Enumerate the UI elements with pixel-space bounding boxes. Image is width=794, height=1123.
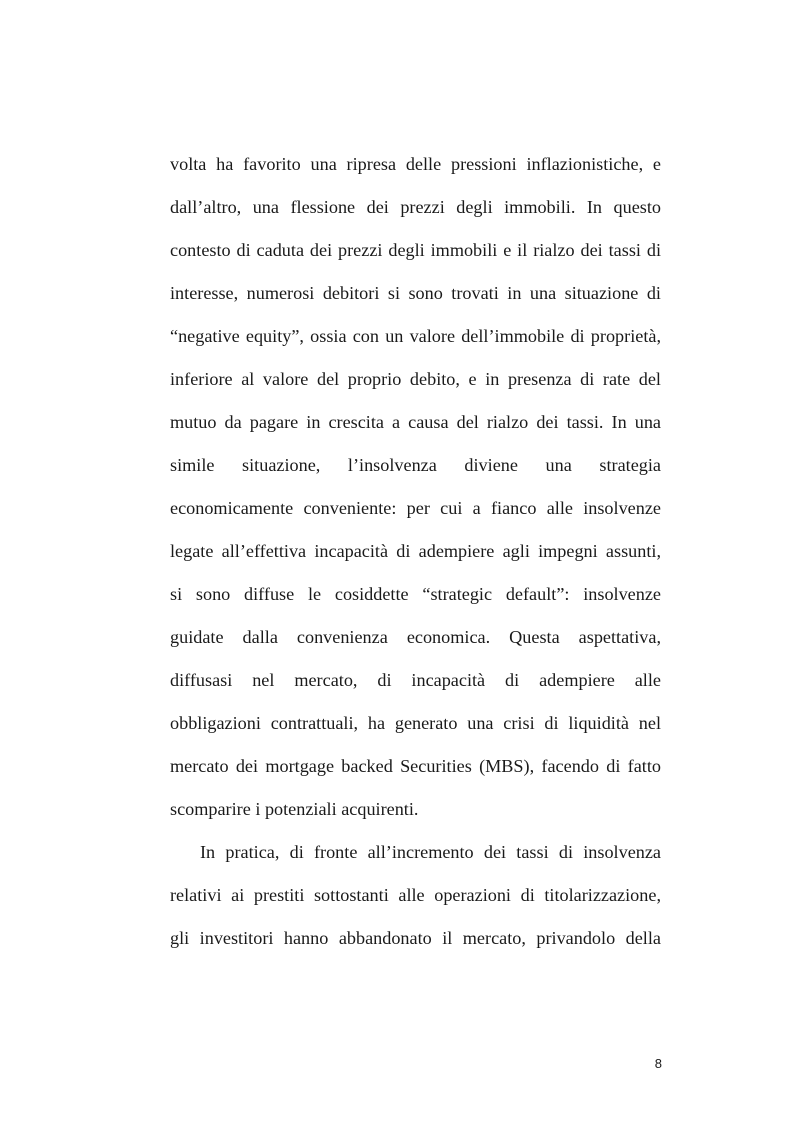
- text-line: economicamente conveniente: per cui a fianco alle insolvenze: [170, 498, 661, 518]
- text-line: “negative equity”, ossia con un valore dell’immobile di proprietà,: [170, 326, 661, 346]
- text-line: legate all’effettiva incapacità di adempiere agli impegni assunti,: [170, 541, 661, 561]
- text-line: In pratica, di fronte all’incremento dei tassi di insolvenza: [200, 842, 661, 862]
- text-line: dall’altro, una flessione dei prezzi degli immobili. In questo: [170, 197, 661, 217]
- page-number: 8: [654, 1056, 662, 1071]
- text-line: volta ha favorito una ripresa delle pressioni inflazionistiche, e: [170, 154, 661, 174]
- text-line: relativi ai prestiti sottostanti alle operazioni di titolarizzazione,: [170, 885, 661, 905]
- text-line: gli investitori hanno abbandonato il mercato, privandolo della: [170, 928, 661, 948]
- text-line: simile situazione, l’insolvenza diviene una strategia: [170, 455, 661, 475]
- text-line: interesse, numerosi debitori si sono trovati in una situazione di: [170, 283, 661, 303]
- text-line: contesto di caduta dei prezzi degli immobili e il rialzo dei tassi di: [170, 240, 661, 260]
- body-text: [170, 143, 661, 960]
- text-line: guidate dalla convenienza economica. Questa aspettativa,: [170, 627, 661, 647]
- text-line: mutuo da pagare in crescita a causa del rialzo dei tassi. In una: [170, 412, 661, 432]
- text-line: si sono diffuse le cosiddette “strategic default”: insolvenze: [170, 584, 661, 604]
- text-line: obbligazioni contrattuali, ha generato una crisi di liquidità nel: [170, 713, 661, 733]
- text-line: diffusasi nel mercato, di incapacità di adempiere alle: [170, 670, 661, 690]
- text-line: mercato dei mortgage backed Securities (MBS), facendo di fatto: [170, 756, 661, 776]
- text-line: inferiore al valore del proprio debito, e in presenza di rate del: [170, 369, 661, 389]
- text-line: scomparire i potenziali acquirenti.: [170, 799, 419, 819]
